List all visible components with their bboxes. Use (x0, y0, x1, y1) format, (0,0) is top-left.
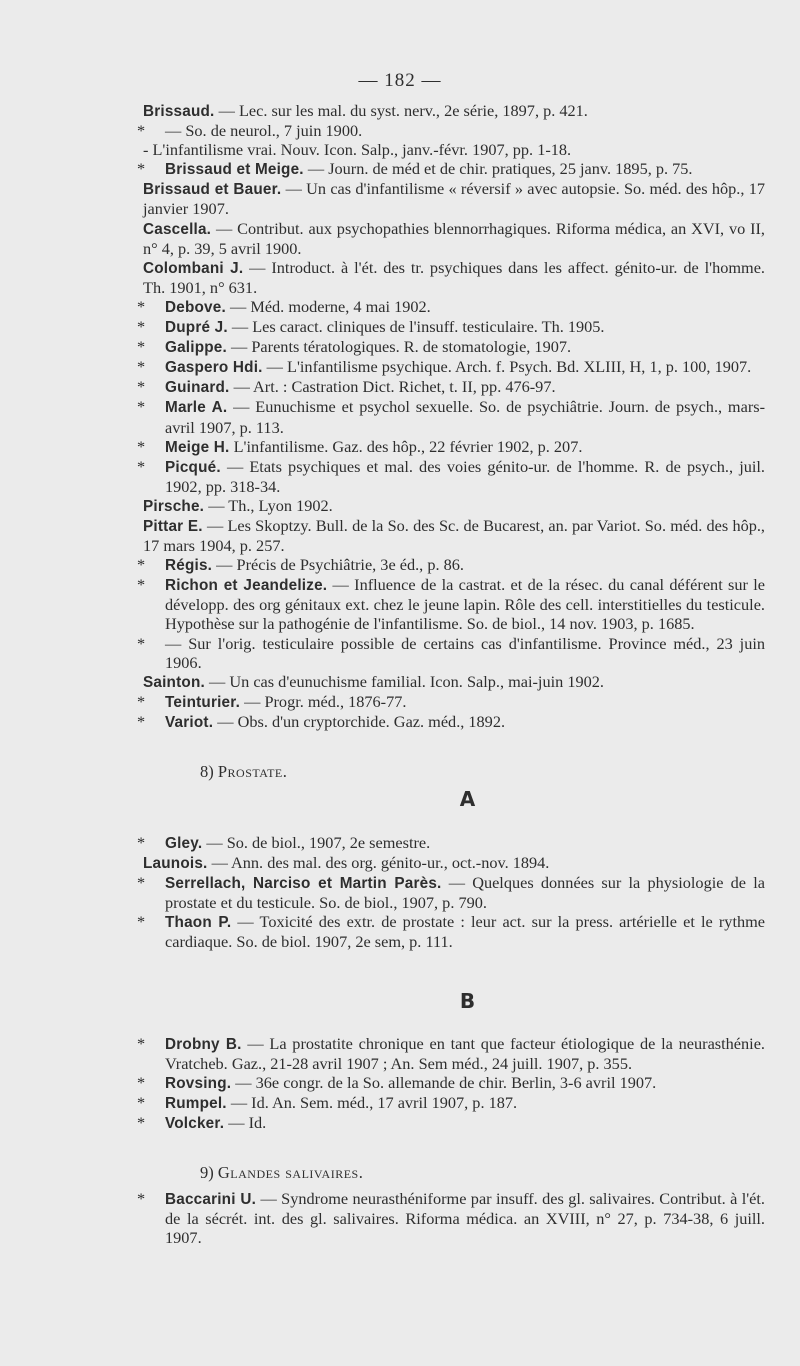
entry-text: — So. de biol., 1907, 2e semestre. (202, 833, 431, 852)
bibliography-entry (137, 1189, 765, 1248)
asterisk-marker: * (137, 377, 146, 397)
bibliography-entry (140, 101, 765, 121)
entry-text: — Id. An. Sem. méd., 17 avril 1907, p. 187. (226, 1092, 518, 1112)
asterisk-marker: * (137, 357, 146, 377)
asterisk-marker: * (137, 296, 146, 316)
subsection-letter: B (459, 988, 476, 1013)
bibliography-entry (137, 357, 765, 377)
bibliography-entry (137, 1092, 765, 1113)
asterisk-marker: * (137, 833, 146, 852)
entry-author: Richon et Jeandelize. (165, 577, 328, 595)
asterisk-marker: * (137, 397, 146, 417)
entry-text: — Syndrome neurasthéniforme par insuff. des gl. salivaires. Contribut. à l'ét. de la sécrét. int. des gl. salivaires. Riforma médica. an XVIII, n° 27, p. 734-38, 6 juill. 1907. (165, 1189, 765, 1248)
entry-text: — Lec. sur les mal. du syst. nerv., 2e série, 1897, p. 421. (214, 101, 588, 120)
entry-text: — Journ. de méd et de chir. pratiques, 25 janv. 1895, p. 75. (303, 159, 693, 179)
entry-text: — Un cas d'infantilisme « réversif » avec autopsie. So. méd. des hôp., 17 janvier 1907. (143, 179, 765, 219)
entry-text: — Id. (224, 1112, 267, 1132)
bibliography-entry (137, 436, 765, 457)
entry-text: — L'infantilisme psychique. Arch. f. Psych. Bd. XLIII, H, 1, p. 100, 1907. (262, 357, 752, 377)
bibliography-entry (137, 873, 765, 913)
asterisk-marker: * (137, 555, 146, 575)
entry-text: — Toxicité des extr. de prostate : leur act. sur la press. artérielle et le rythme cardiaque. So. de biol. 1907, 2e sem, p. 111. (165, 912, 766, 952)
asterisk-marker: * (137, 1189, 146, 1209)
bibliography-entry (137, 1112, 765, 1133)
bibliography-entry (137, 833, 765, 853)
asterisk-marker: * (137, 436, 146, 456)
entry-author: Launois. (143, 855, 208, 873)
bibliography-entry (137, 121, 765, 141)
asterisk-marker: * (137, 121, 146, 141)
entry-text: — Th., Lyon 1902. (204, 495, 333, 515)
bibliography-entry (140, 219, 765, 258)
asterisk-marker: * (137, 912, 146, 932)
bibliography-list (137, 101, 766, 1248)
entry-text: — 36e congr. de la So. allemande de chir. Berlin, 3-6 avril 1907. (231, 1072, 657, 1092)
entry-author: Rovsing. (165, 1074, 232, 1092)
section-heading (140, 762, 765, 782)
entry-author: Guinard. (165, 379, 230, 397)
entry-author: Picqué. (165, 458, 221, 476)
bibliography-entry (137, 377, 765, 397)
bibliography-entry (140, 140, 765, 159)
entry-text: — Un cas d'eunuchisme familial. Icon. Salp., mai-juin 1902. (204, 671, 604, 691)
bibliography-entry (137, 397, 765, 437)
bibliography-entry (137, 159, 765, 179)
entry-text: — La prostatite chronique en tant que facteur étiologique de la neurasthénie. Vratcheb. Gaz., 21-28 avril 1907 ; An. Sem méd., 24 juill. 1907, p. 355. (165, 1033, 765, 1073)
bibliography-entry (140, 496, 765, 516)
entry-text: — Introduct. à l'ét. des tr. psychiques dans les affect. génito-ur. de l'homme. Th. 1901, n° 631. (143, 257, 765, 297)
entry-text: — Influence de la castrat. et de la résec. du canal déférent sur le développ. des org génitaux ext. chez le jeune lapin. Rôle des cell. interstitielles du testicule. Hypothèse sur la pathogénie de l'infantilisme. So. de biol., 14 nov. 1903, p. 1685. (165, 575, 765, 634)
entry-text: — Ann. des mal. des org. génito-ur., oct.-nov. 1894. (207, 853, 550, 873)
bibliography-entry (140, 853, 765, 873)
entry-author: Brissaud. (143, 103, 215, 120)
bibliography-entry (137, 575, 765, 634)
asterisk-marker: * (137, 1072, 146, 1092)
bibliography-entry (137, 1033, 765, 1073)
bibliography-entry (140, 179, 765, 218)
entry-author: Baccarini U. (165, 1191, 257, 1209)
section-number: 8) (200, 762, 218, 781)
asterisk-marker: * (137, 159, 146, 179)
bibliography-entry (140, 672, 765, 692)
entry-text: — Etats psychiques et mal. des voies génito-ur. de l'homme. R. de psych., juil. 1902, pp. 318-34. (165, 456, 765, 496)
entry-author: Pirsche. (143, 497, 205, 515)
section-title: Prostate. (217, 762, 288, 781)
entry-text: — Sur l'orig. testiculaire possible de certains cas d'infantilisme. Province méd., 23 juin 1906. (165, 633, 765, 672)
entry-author: Marle A. (165, 399, 228, 417)
entry-author: Variot. (165, 713, 214, 731)
asterisk-marker: * (137, 456, 146, 476)
entry-author: Brissaud et Meige. (165, 161, 304, 179)
entry-author: Meige H. (165, 438, 230, 456)
entry-author: Cascella. (143, 220, 212, 238)
entry-text: — Les Skoptzy. Bull. de la So. des Sc. de Bucarest, an. par Variot. So. méd. des hôp., 17 mars 1904, p. 257. (143, 515, 766, 556)
section-number: 9) (200, 1163, 218, 1183)
asterisk-marker: * (137, 1092, 146, 1112)
entry-text: — Art. : Castration Dict. Richet, t. II, pp. 476-97. (229, 377, 556, 397)
bibliography-entry (137, 456, 765, 496)
bibliography-entry (137, 296, 765, 317)
asterisk-marker: * (137, 337, 146, 357)
entry-author: Rumpel. (165, 1094, 227, 1112)
bibliography-entry (140, 516, 765, 555)
entry-text: — Les caract. cliniques de l'insuff. testiculaire. Th. 1905. (227, 317, 605, 337)
asterisk-marker: * (137, 711, 146, 731)
entry-author: Sainton. (143, 673, 205, 691)
bibliography-entry (137, 337, 765, 357)
entry-text: — Quelques données sur la physiologie de la prostate et du testicule. So. de biol., 1907, p. 790. (165, 873, 765, 913)
bibliography-entry (140, 258, 765, 297)
entry-author: Pittar E. (143, 517, 203, 535)
asterisk-marker: * (137, 1033, 146, 1053)
entry-author: Debove. (165, 298, 226, 316)
bibliography-entry (137, 317, 765, 337)
asterisk-marker: * (137, 317, 146, 337)
asterisk-marker: * (137, 691, 146, 711)
entry-author: Galippe. (165, 339, 227, 357)
entry-author: Thaon P. (165, 914, 232, 932)
entry-author: Gley. (165, 835, 203, 852)
asterisk-marker: * (137, 575, 146, 595)
bibliography-entry (137, 555, 765, 575)
entry-author: Volcker. (165, 1114, 225, 1132)
entry-text: L'infantilisme. Gaz. des hôp., 22 février 1902, p. 207. (229, 436, 583, 456)
bibliography-entry (137, 691, 765, 712)
entry-text: — Eunuchisme et psychol sexuelle. So. de psychiâtrie. Journ. de psych., mars-avril 1907, p. 113. (165, 397, 765, 437)
entry-text: — Obs. d'un cryptorchide. Gaz. méd., 1892. (213, 711, 506, 731)
asterisk-marker: * (137, 1112, 146, 1132)
entry-author: Teinturier. (165, 693, 241, 711)
asterisk-marker: * (137, 633, 146, 653)
subsection-letter: A (459, 787, 476, 811)
entry-author: Colombani J. (143, 259, 244, 277)
page-number: — 182 — (358, 70, 442, 91)
entry-author: Brissaud et Bauer. (143, 181, 282, 199)
entry-text: - L'infantilisme vrai. Nouv. Icon. Salp., janv.-févr. 1907, pp. 1-18. (143, 140, 572, 160)
entry-text: — Méd. moderne, 4 mai 1902. (225, 296, 431, 316)
asterisk-marker: * (137, 873, 146, 893)
entry-author: Régis. (165, 557, 213, 575)
section-heading (140, 1163, 765, 1183)
entry-author: Dupré J. (165, 319, 228, 337)
entry-text: — So. de neurol., 7 juin 1900. (165, 121, 363, 141)
section-title: Glandes salivaires. (217, 1163, 364, 1183)
entry-author: Gaspero Hdi. (165, 359, 263, 377)
entry-text: — Précis de Psychiâtrie, 3e éd., p. 86. (212, 555, 464, 575)
entry-text: — Parents tératologiques. R. de stomatologie, 1907. (226, 337, 572, 357)
entry-author: Drobny B. (165, 1035, 242, 1053)
bibliography-entry (137, 633, 765, 672)
bibliography-entry (137, 711, 765, 732)
bibliography-entry (137, 912, 766, 952)
entry-text: — Contribut. aux psychopathies blennorrhagiques. Riforma médica, an XVI, vo II, n° 4, p. 39, 5 avril 1900. (143, 218, 765, 258)
bibliography-entry (137, 1072, 765, 1093)
entry-author: Serrellach, Narciso et Martin Parès. (165, 875, 442, 893)
entry-text: — Progr. méd., 1876-77. (240, 691, 407, 711)
